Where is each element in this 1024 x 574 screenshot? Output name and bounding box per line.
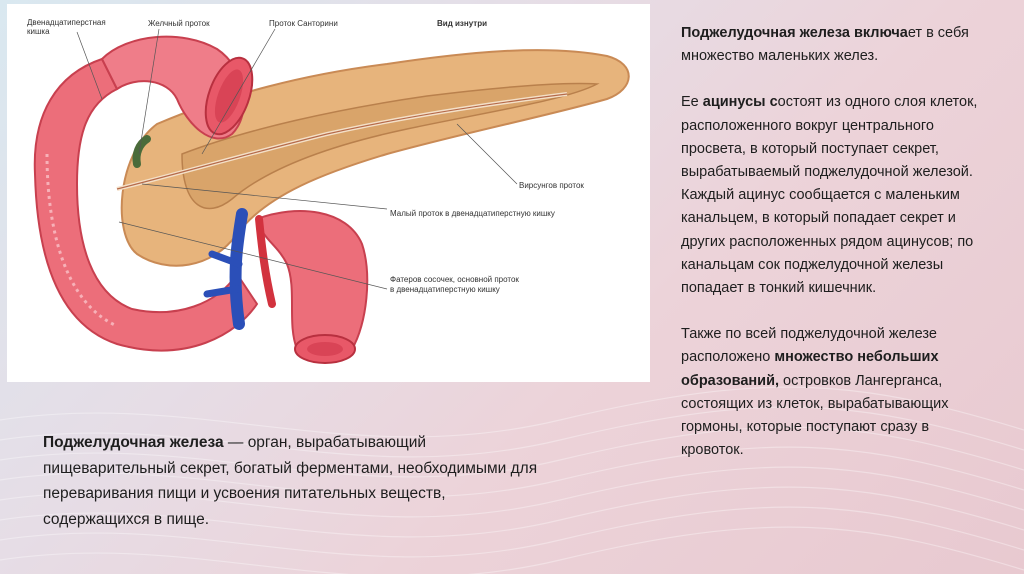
label-santorini-duct: Проток Санторини	[269, 19, 338, 28]
pancreas-figure	[7, 4, 650, 382]
label-minor-duct: Малый проток в двенадцатиперстную кишку	[390, 209, 555, 218]
bold-phrase: множество небольших образований,	[681, 349, 939, 389]
text-run: Также по всей поджелудочной железе расположено	[681, 326, 937, 366]
right-description	[681, 22, 991, 485]
bold-term: Поджелудочная железа	[43, 434, 224, 451]
label-bile-duct: Желчный проток	[148, 19, 210, 28]
pancreas-illustration	[7, 4, 650, 382]
text-run: остоят из одного слоя клеток, расположенного вокруг центрального просвета, в который поступает секрет, вырабатываемый поджелудочной железой. Каждый ацинус сообщается с маленьким канальцем, в который попадает секрет и других расположенных рядом ацинусов; по канальцам сок поджелудочной железы попадает в тонкий кишечник.	[681, 94, 978, 297]
label-wirsung-duct: Вирсунгов проток	[519, 181, 584, 190]
bold-phrase: Поджелудочная железа включа	[681, 25, 908, 41]
text-run: ет в себя множество маленьких желез.	[681, 25, 969, 65]
label-vater-papilla-1: Фатеров сосочек, основной проток	[390, 275, 519, 284]
bold-phrase: ацинусы с	[702, 94, 778, 111]
pancreas-definition	[43, 430, 543, 532]
paragraph-islets	[681, 323, 991, 462]
text-run: Ее	[681, 94, 703, 111]
paragraph-acini	[681, 91, 991, 300]
label-view: Вид изнутри	[437, 19, 487, 28]
definition-text: — орган, вырабатывающий пищеварительный секрет, богатый ферментами, необходимыми для переваривания пищи и усвоения питательных веществ, содержащихся в пище.	[43, 434, 538, 528]
label-duodenum: Двенадцатиперстная кишка	[27, 18, 106, 36]
label-vater-papilla-2: в двенадцатиперстную кишку	[390, 285, 500, 294]
text-run: островков Лангерганса, состоящих из клеток, вырабатывающих гормоны, которые поступают сразу в кровоток.	[681, 372, 949, 459]
paragraph-glands	[681, 22, 991, 68]
